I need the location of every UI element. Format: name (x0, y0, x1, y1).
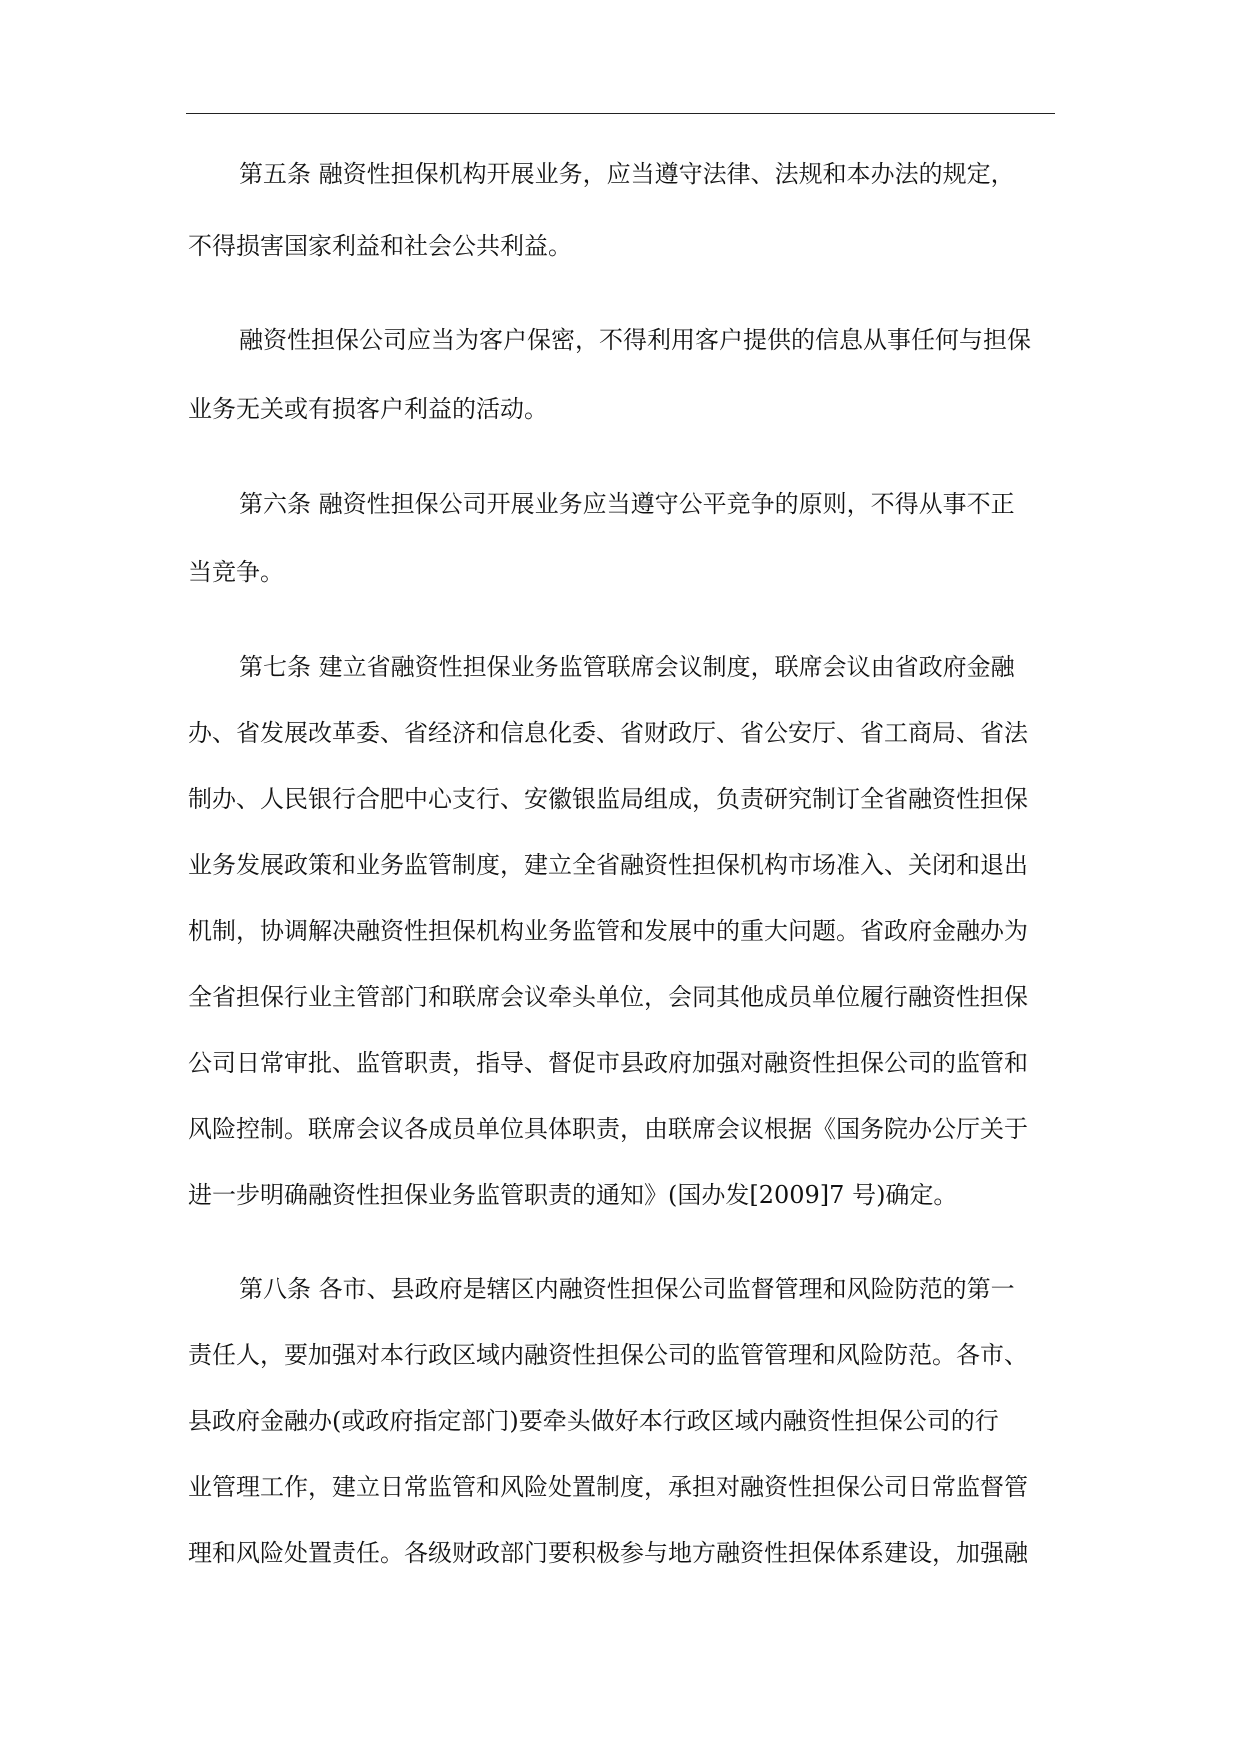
paragraph-line: 不得损害国家利益和社会公共利益。 (188, 232, 572, 260)
paragraph-line: 业务发展政策和业务监管制度，建立全省融资性担保机构市场准入、关闭和退出 (188, 851, 1028, 879)
paragraph-line: 第八条 各市、县政府是辖区内融资性担保公司监督管理和风险防范的第一 (239, 1275, 1015, 1303)
paragraph-line: 理和风险处置责任。各级财政部门要积极参与地方融资性担保体系建设，加强融 (188, 1539, 1028, 1567)
paragraph-line: 全省担保行业主管部门和联席会议牵头单位，会同其他成员单位履行融资性担保 (188, 983, 1028, 1011)
paragraph-line: 制办、人民银行合肥中心支行、安徽银监局组成，负责研究制订全省融资性担保 (188, 785, 1028, 813)
paragraph-line: 责任人，要加强对本行政区域内融资性担保公司的监管管理和风险防范。各市、 (188, 1341, 1028, 1369)
paragraph-line: 办、省发展改革委、省经济和信息化委、省财政厅、省公安厅、省工商局、省法 (188, 719, 1028, 747)
paragraph-line: 风险控制。联席会议各成员单位具体职责，由联席会议根据《国务院办公厅关于 (188, 1115, 1028, 1143)
paragraph-line: 第六条 融资性担保公司开展业务应当遵守公平竞争的原则，不得从事不正 (239, 490, 1015, 518)
paragraph-line: 业管理工作，建立日常监管和风险处置制度，承担对融资性担保公司日常监督管 (188, 1473, 1028, 1501)
paragraph-line: 融资性担保公司应当为客户保密，不得利用客户提供的信息从事任何与担保 (239, 326, 1031, 354)
paragraph-line: 公司日常审批、监管职责，指导、督促市县政府加强对融资性担保公司的监管和 (188, 1049, 1028, 1077)
paragraph-line: 业务无关或有损客户利益的活动。 (188, 395, 548, 423)
paragraph-line: 第五条 融资性担保机构开展业务，应当遵守法律、法规和本办法的规定， (239, 160, 1015, 188)
paragraph-line: 县政府金融办(或政府指定部门)要牵头做好本行政区域内融资性担保公司的行 (188, 1407, 999, 1435)
paragraph-line: 进一步明确融资性担保业务监管职责的通知》(国办发[2009]7 号)确定。 (188, 1181, 958, 1209)
paragraph-line: 机制，协调解决融资性担保机构业务监管和发展中的重大问题。省政府金融办为 (188, 917, 1028, 945)
paragraph-line: 当竞争。 (188, 558, 284, 586)
paragraph-line: 第七条 建立省融资性担保业务监管联席会议制度，联席会议由省政府金融 (239, 653, 1015, 681)
header-rule (186, 113, 1055, 114)
